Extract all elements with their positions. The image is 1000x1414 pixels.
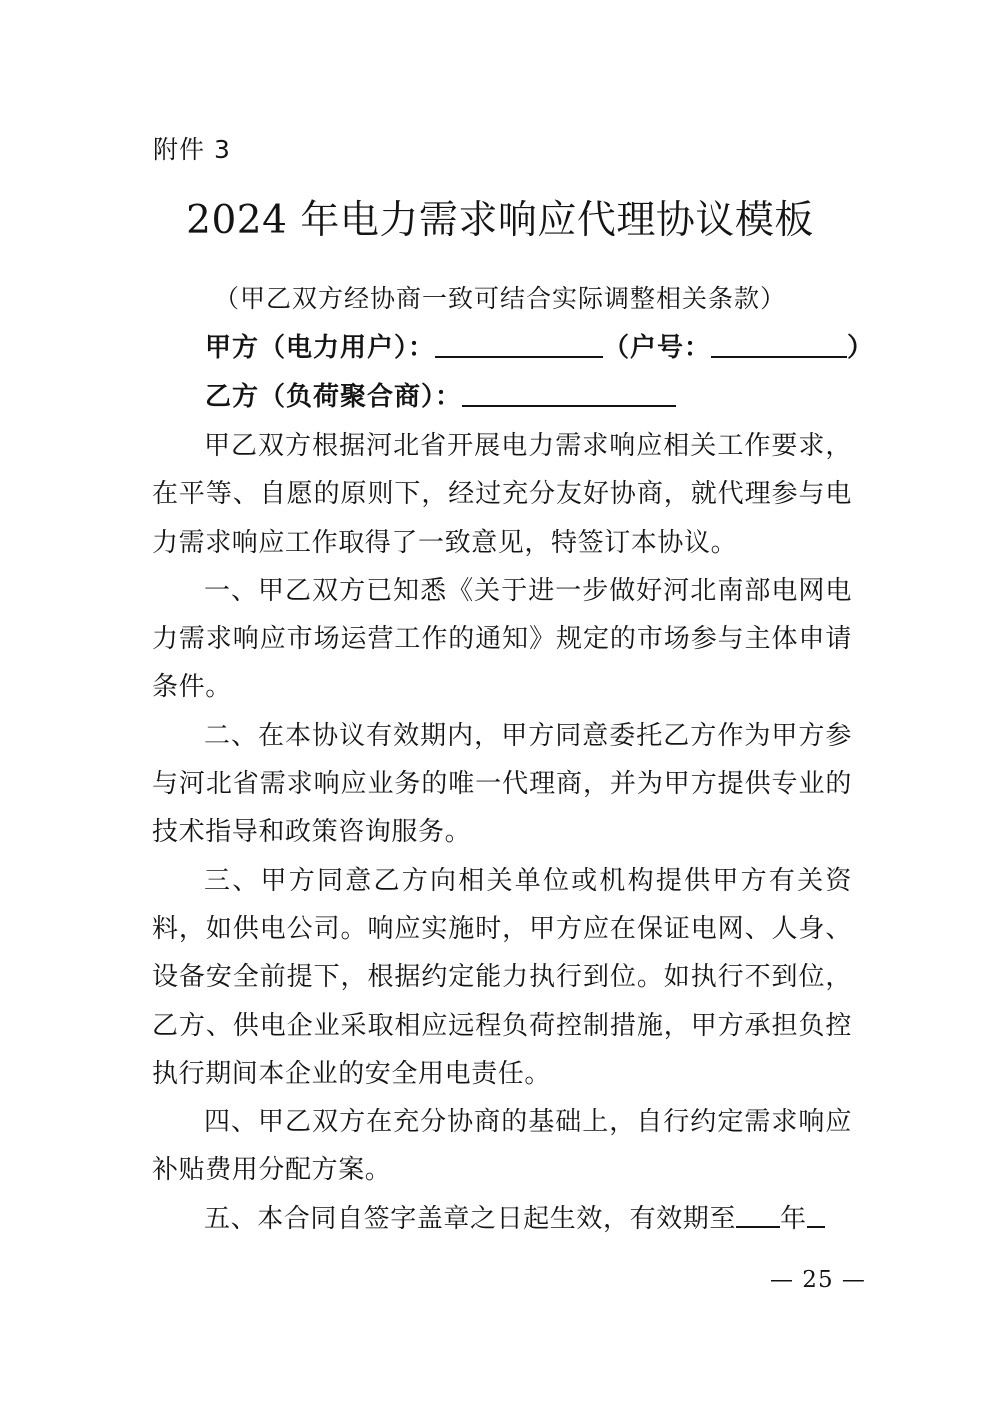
paragraph-clause-1: 一、甲乙双方已知悉《关于进一步做好河北南部电网电力需求响应市场运营工作的通知》规定的市场参与主体申请条件。 [152,575,852,703]
paragraph-clause-3: 三、甲方同意乙方向相关单位或机构提供甲方有关资料，如供电公司。响应实施时，甲方应在保证电网、人身、设备安全前提下，根据约定能力执行到位。如执行不到位，乙方、供电企业采取相应远程负荷控制措施，甲方承担负控执行期间本企业的安全用电责任。 [152,865,852,1089]
paragraph-clause-5 [152,1195,852,1243]
document-subtitle: （甲乙双方经协商一致可结合实际调整相关条款） [213,284,786,313]
party-a-account-label: （户号： [603,333,712,363]
validity-month-blank [807,1204,825,1228]
paragraph-clause-4: 四、甲乙双方在充分协商的基础上，自行约定需求响应补贴费用分配方案。 [152,1107,852,1186]
party-a-name-blank [435,330,603,358]
party-a-line [205,328,874,368]
paragraph-intro: 甲乙双方根据河北省开展电力需求响应相关工作要求，在平等、自愿的原则下，经过充分友好协商，就代理参与电力需求响应工作取得了一致意见，特签订本协议。 [152,431,852,558]
party-a-label: 甲方（电力用户）： [205,333,436,363]
party-b-label: 乙方（负荷聚合商）： [205,382,463,412]
page-number: — 25 — [770,1267,866,1293]
year-char: 年 [780,1203,807,1234]
paragraph-clause-2: 二、在本协议有效期内，甲方同意委托乙方作为甲方参与河北省需求响应业务的唯一代理商，并为甲方提供专业的技术指导和政策咨询服务。 [152,720,852,848]
validity-year-blank [736,1204,780,1228]
agreement-body [152,422,852,1243]
party-b-line [205,377,676,417]
party-a-account-close: ） [847,333,875,363]
party-a-account-blank [711,330,847,358]
attachment-label: 附件 3 [153,135,231,164]
clause-5-text: 五、本合同自签字盖章之日起生效，有效期至 [204,1203,737,1234]
document-title: 2024 年电力需求响应代理协议模板 [186,198,814,243]
party-b-name-blank [462,379,676,407]
